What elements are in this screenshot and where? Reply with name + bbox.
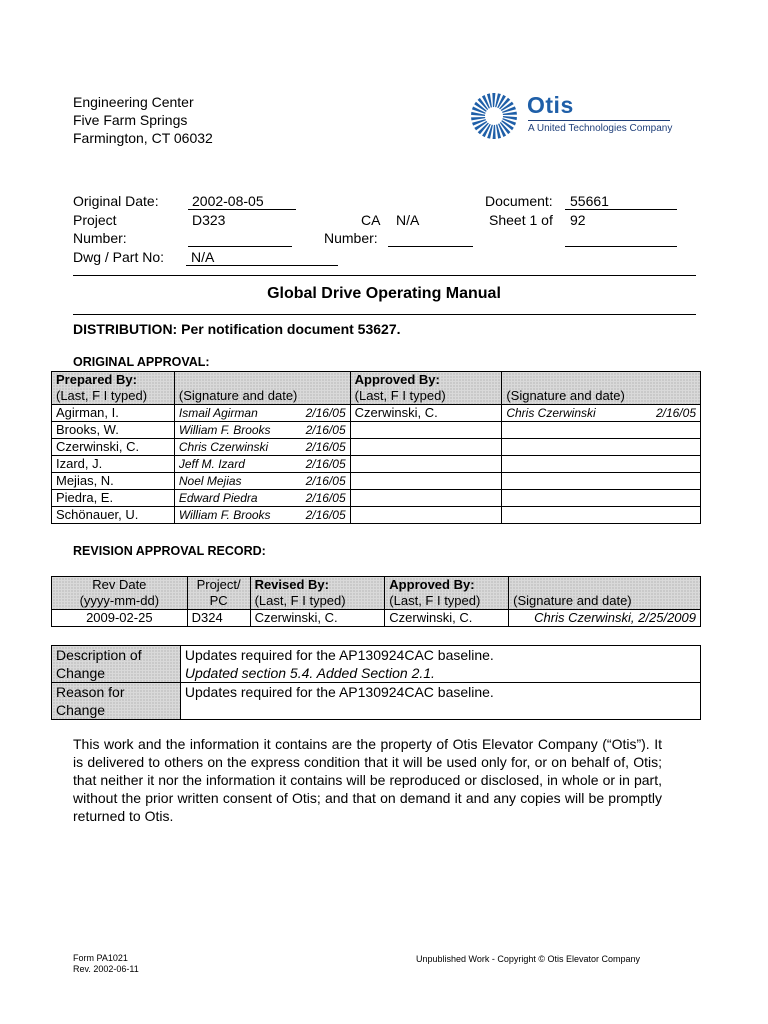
signature-text: William F. Brooks: [178, 508, 271, 522]
label-text: Description of: [56, 647, 142, 663]
table-row: [52, 507, 701, 524]
header-text: (Last, F I typed): [254, 593, 346, 608]
table-row: [52, 646, 701, 683]
project-header: [187, 577, 250, 610]
signature-text: Chris Czerwinski: [506, 406, 596, 420]
footer-form: Form PA1021: [73, 953, 128, 963]
project-number-underline: [188, 246, 292, 247]
header-text: (Last, F I typed): [389, 593, 481, 608]
preparer-name-cell: Izard, J.: [52, 456, 175, 473]
preparer-signature-cell: [174, 490, 350, 507]
signature-text: Edward Piedra: [178, 491, 258, 505]
document-label: Document:: [485, 193, 553, 209]
document-number-value: 55661: [565, 193, 677, 210]
approver-signature-header: [502, 372, 701, 405]
document-title: Global Drive Operating Manual: [267, 285, 501, 302]
table-row: [52, 405, 701, 422]
preparer-signature-cell: [174, 405, 350, 422]
preparer-name-cell: Brooks, W.: [52, 422, 175, 439]
signature-date: 2/16/05: [305, 457, 346, 471]
original-approval-table: [51, 371, 701, 524]
header-text: Project/: [196, 577, 241, 592]
sheet-total-value: 92: [570, 212, 586, 228]
logo-tagline: A United Technologies Company: [528, 123, 673, 134]
preparer-name-cell: Agirman, I.: [52, 405, 175, 422]
signature-line: [179, 473, 346, 489]
signature-date: 2/16/05: [305, 423, 346, 437]
approver-name-cell: [350, 456, 502, 473]
preparer-signature-cell: [174, 439, 350, 456]
signature-hint: (Signature and date): [178, 388, 298, 403]
signature-line: [179, 490, 346, 506]
signature-line: [179, 507, 346, 523]
label-text: Change: [56, 665, 106, 681]
name-hint: (Last, F I typed): [56, 388, 148, 403]
project-label: Project: [73, 212, 117, 228]
label-text: Reason for: [56, 684, 125, 700]
rev-project-cell: D324: [187, 610, 250, 627]
approver-signature-cell: [502, 422, 701, 439]
approver-name-cell: [350, 439, 502, 456]
signature-date: 2/16/05: [655, 406, 696, 420]
reason-label-cell: [52, 683, 181, 720]
signature-date: 2/16/05: [305, 440, 346, 454]
proprietary-notice: This work and the information it contains are the property of Otis Elevator Company (“Otis”). It is delivered to others on the express condition that it will be used only for, or on behalf of, Otis; that neither it nor the information it contains will be reproduced or disclosed, in whole or in part, without the prior written consent of Otis; and that on demand it and any copies will be promptly returned to Otis.: [73, 736, 662, 824]
signature-line: [506, 405, 696, 421]
approver-name-cell: Czerwinski, C.: [350, 405, 502, 422]
preparer-signature-cell: [174, 473, 350, 490]
signature-line: [179, 439, 346, 455]
prepared-by-label: Prepared By:: [56, 372, 137, 387]
ca-number-underline: [388, 246, 473, 247]
signature-text: Chris Czerwinski: [178, 440, 269, 454]
ca-label: CA: [361, 212, 381, 228]
otis-sunburst-icon: [470, 92, 518, 140]
approver-signature-cell: [502, 473, 701, 490]
ca-number-value: N/A: [396, 212, 420, 228]
description-label-cell: [52, 646, 181, 683]
signature-text: Jeff M. Izard: [178, 457, 245, 471]
rev-approved-by-header: [385, 577, 509, 610]
preparer-name-cell: Czerwinski, C.: [52, 439, 175, 456]
project-label-2: Number:: [73, 230, 127, 246]
description-value-cell: [180, 646, 700, 683]
preparer-signature-cell: [174, 507, 350, 524]
address-line: Five Farm Springs: [73, 112, 188, 128]
header-text: (Signature and date): [513, 593, 632, 608]
rev-date-cell: 2009-02-25: [52, 610, 188, 627]
header-text: (yyyy-mm-dd): [79, 593, 160, 608]
project-number-value: D323: [192, 212, 226, 228]
address-line: Engineering Center: [73, 94, 194, 110]
name-hint: (Last, F I typed): [354, 388, 446, 403]
reason-value-cell: Updates required for the AP130924CAC baseline.: [180, 683, 700, 720]
approver-name-cell: [350, 507, 502, 524]
footer-rev: Rev. 2002-06-11: [73, 964, 139, 974]
preparer-signature-cell: [174, 456, 350, 473]
signature-header: [174, 372, 350, 405]
approver-signature-cell: [502, 405, 701, 422]
table-row: [52, 473, 701, 490]
signature-text: Ismail Agirman: [178, 406, 258, 420]
rev-signature-header: [509, 577, 701, 610]
signature-text: Noel Mejias: [178, 474, 242, 488]
rev-approved-cell: Czerwinski, C.: [385, 610, 509, 627]
logo-divider: [528, 120, 670, 121]
signature-text: William F. Brooks: [178, 423, 271, 437]
original-date-label: Original Date:: [73, 193, 159, 209]
original-approval-heading: ORIGINAL APPROVAL:: [73, 355, 210, 369]
table-row: [52, 683, 701, 720]
sheet-underline: [565, 246, 677, 247]
header-text: PC: [209, 593, 228, 608]
signature-date: 2/16/05: [305, 474, 346, 488]
approver-name-cell: [350, 422, 502, 439]
table-header-row: [52, 372, 701, 405]
sheet-label: Sheet 1 of: [489, 212, 553, 228]
header-text: Approved By:: [389, 577, 475, 592]
signature-hint: (Signature and date): [506, 388, 625, 403]
table-row: [52, 456, 701, 473]
preparer-name-cell: Schönauer, U.: [52, 507, 175, 524]
approver-name-cell: [350, 473, 502, 490]
description-line: Updates required for the AP130924CAC baseline.: [184, 647, 494, 663]
otis-logo: [470, 92, 680, 140]
table-header-row: [52, 577, 701, 610]
signature-line: [179, 422, 346, 438]
revision-heading: REVISION APPROVAL RECORD:: [73, 544, 266, 558]
dwg-label: Dwg / Part No:: [73, 249, 165, 265]
original-date-value: 2002-08-05: [188, 193, 296, 210]
signature-date: 2/16/05: [305, 406, 346, 420]
logo-name: Otis: [527, 92, 574, 118]
description-line: Updated section 5.4. Added Section 2.1.: [184, 665, 435, 681]
header-text: Rev Date: [92, 577, 147, 592]
revised-by-header: [250, 577, 385, 610]
distribution-text: DISTRIBUTION: Per notification document 53627.: [73, 321, 401, 337]
rev-revised-cell: Czerwinski, C.: [250, 610, 385, 627]
signature-date: 2/16/05: [305, 508, 346, 522]
signature-date: 2/16/05: [305, 491, 346, 505]
approver-signature-cell: [502, 507, 701, 524]
table-row: [52, 439, 701, 456]
preparer-name-cell: Mejias, N.: [52, 473, 175, 490]
approver-name-cell: [350, 490, 502, 507]
rev-signature-cell: Chris Czerwinski, 2/25/2009: [509, 610, 701, 627]
signature-line: [179, 405, 346, 421]
approver-signature-cell: [502, 456, 701, 473]
prepared-by-header: [52, 372, 175, 405]
address-block: [73, 93, 213, 147]
dwg-value: N/A: [186, 249, 338, 266]
label-text: Change: [56, 702, 106, 718]
table-row: [52, 610, 701, 627]
footer-form-block: [73, 953, 139, 975]
preparer-name-cell: Piedra, E.: [52, 490, 175, 507]
header-rule: [73, 275, 696, 276]
table-row: [52, 490, 701, 507]
preparer-signature-cell: [174, 422, 350, 439]
header-text: Revised By:: [254, 577, 329, 592]
rev-date-header: [52, 577, 188, 610]
ca-label-2: Number:: [324, 230, 378, 246]
table-row: [52, 422, 701, 439]
footer-copyright: Unpublished Work - Copyright © Otis Elevator Company: [416, 954, 641, 964]
revision-table: [51, 576, 701, 627]
change-table: [51, 645, 701, 720]
title-rule: [73, 314, 696, 315]
approver-signature-cell: [502, 490, 701, 507]
approved-by-header: [350, 372, 502, 405]
approver-signature-cell: [502, 439, 701, 456]
address-line: Farmington, CT 06032: [73, 130, 213, 146]
signature-line: [179, 456, 346, 472]
approved-by-label: Approved By:: [354, 372, 440, 387]
